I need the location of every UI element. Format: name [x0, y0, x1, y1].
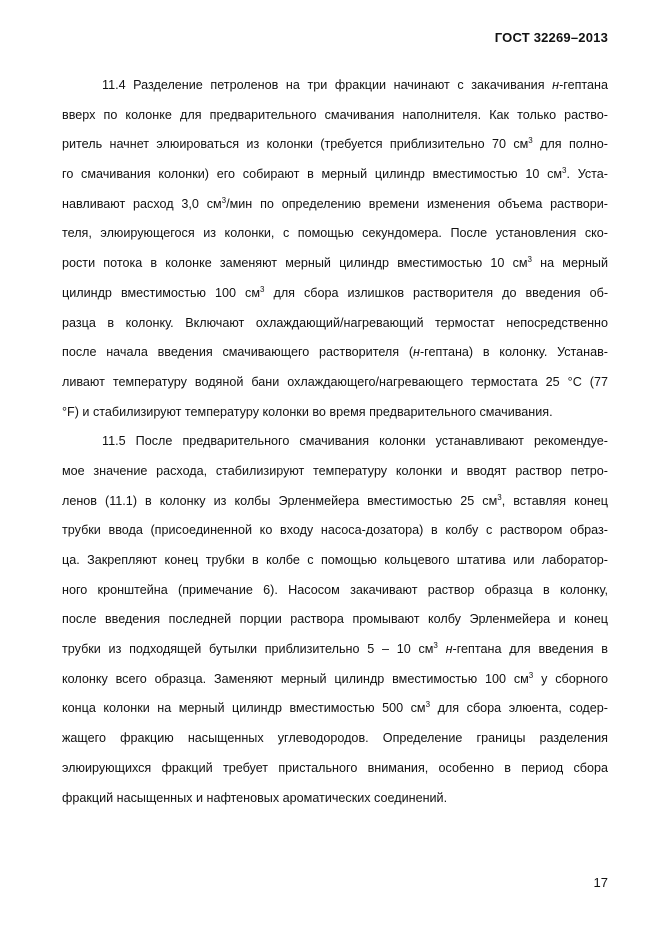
text-line: трубки ввода (присоединенной ко входу насоса-дозатора) в колбу с раствором образ- [62, 523, 608, 538]
text-line: го смачивания колонки) его собирают в мерный цилиндр вместимостью 10 $см^3$. Уста- [62, 166, 608, 182]
text-line: ленов (11.1) в колонку из колбы Эрленмейера вместимостью 25 $см^3$, вставляя конец [62, 492, 608, 508]
text-line: после начала введения смачивающего растворителя (н-гептана) в колонку. Устанав- [62, 345, 608, 360]
text-line: рости потока в колонке заменяют мерный цилиндр вместимостью 10 $см^3$ на мерный [62, 255, 608, 271]
text-line: ливают температуру водяной бани охлаждающего/нагревающего термостата 25 °С (77 [62, 374, 608, 389]
text-line: колонку всего образца. Заменяют мерный цилиндр вместимостью 100 $см^3$ у сборного [62, 670, 609, 686]
text-line: 11.4 Разделение петроленов на три фракции начинают с закачивания н-гептана [102, 78, 608, 92]
text-line: после введения последней порции раствора промывают колбу Эрленмейера и конец [62, 612, 608, 627]
paragraph-11-5 [62, 427, 608, 813]
text-line: ритель начнет элюироваться из колонки (требуется приблизительно 70 $см^3$ для полно- [62, 136, 608, 152]
text-line: мое значение расхода, стабилизируют температуру колонки и вводят раствор петро- [62, 463, 608, 478]
text-line: навливают расход 3,0 $см^3$/мин по определению времени изменения объема раствори- [62, 195, 608, 211]
document-body [62, 71, 608, 813]
text-line: ца. Закрепляют конец трубки в колбе с помощью кольцевого штатива или лаборатор- [62, 553, 608, 567]
page-number: 17 [593, 875, 608, 890]
text-line: теля, элюирующегося из колонки, с помощью секундомера. После установления ско- [62, 226, 608, 241]
text-line: °F) и стабилизируют температуру колонки во время предварительного смачивания. [62, 404, 553, 419]
paragraph-11-4 [62, 71, 608, 427]
text-line: элюирующихся фракций требует пристального внимания, особенно в период сбора [62, 760, 608, 775]
text-line: трубки из подходящей бутылки приблизительно 5 – 10 $см^3$ н-гептана для введения в [62, 641, 608, 657]
text-line: 11.5 После предварительного смачивания колонки устанавливают рекомендуе- [102, 434, 608, 449]
text-line: фракций насыщенных и нафтеновых ароматических соединений. [62, 790, 448, 805]
text-line: цилиндр вместимостью 100 $см^3$ для сбора излишков растворителя до введения об- [62, 284, 609, 300]
text-line: конца колонки на мерный цилиндр вместимостью 500 $см^3$ для сбора элюента, содер- [62, 700, 608, 716]
text-line: вверх по колонке для предварительного смачивания наполнителя. Как только раство- [62, 107, 608, 122]
text-line: жащего фракцию насыщенных углеводородов. Определение границы разделения [62, 731, 608, 746]
document-header: ГОСТ 32269–2013 [494, 30, 608, 45]
text-line: разца в колонку. Включают охлаждающий/нагревающий термостат непосредственно [62, 315, 608, 330]
text-line: ного кронштейна (примечание 6). Насосом закачивают раствор образца в колонку, [62, 582, 608, 597]
